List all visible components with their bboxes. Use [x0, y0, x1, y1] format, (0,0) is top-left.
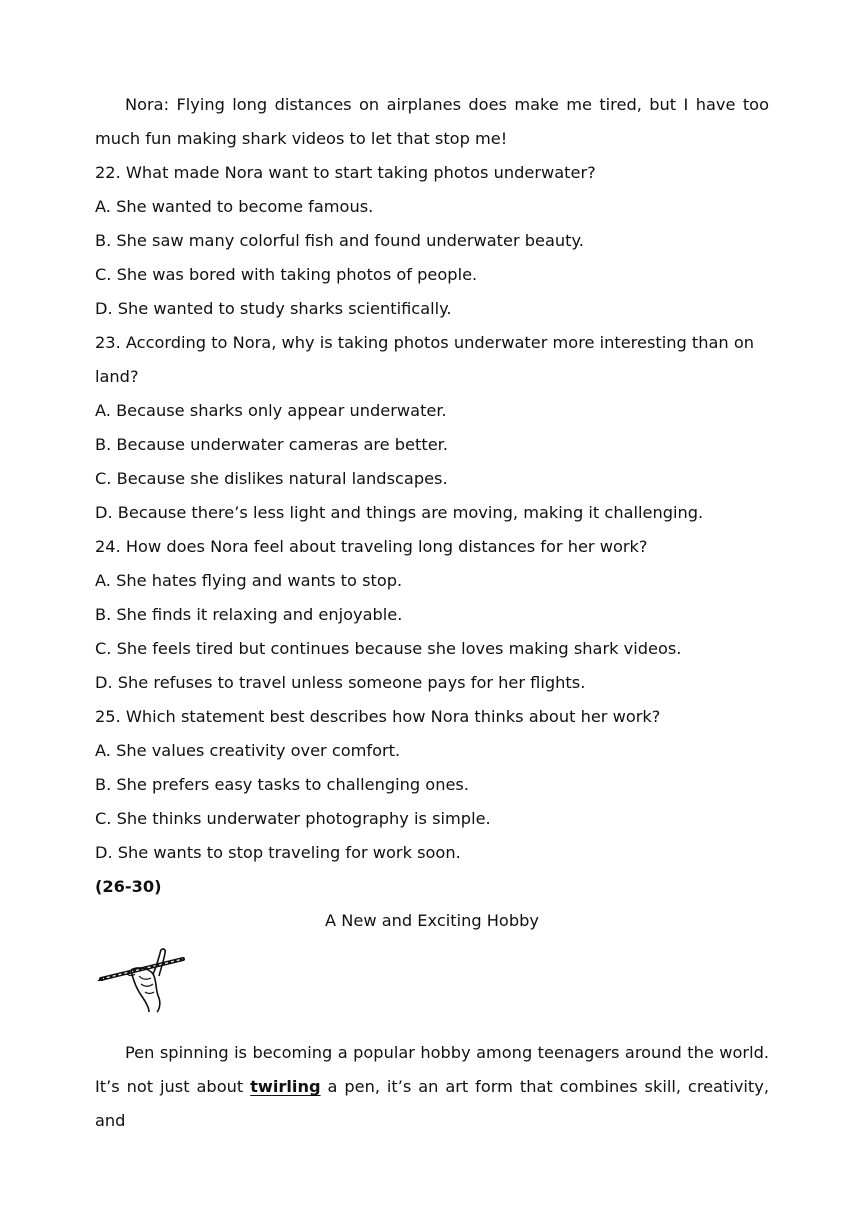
option-b: B. She prefers easy tasks to challenging ones.: [95, 775, 469, 794]
question-25: [95, 700, 769, 870]
option-c: C. She was bored with taking photos of people.: [95, 265, 478, 284]
question-stem: 23. According to Nora, why is taking photos underwater more interesting than on land?: [95, 333, 754, 386]
passage-title: A New and Exciting Hobby: [325, 911, 539, 930]
option-d: D. She refuses to travel unless someone pays for her flights.: [95, 673, 586, 692]
option-a: A. Because sharks only appear underwater.: [95, 401, 447, 420]
hand-pen-icon: [97, 946, 187, 1014]
question-stem: 22. What made Nora want to start taking photos underwater?: [95, 163, 596, 182]
option-c: C. She feels tired but continues because she loves making shark videos.: [95, 639, 682, 658]
option-c: C. Because she dislikes natural landscapes.: [95, 469, 448, 488]
option-d: D. She wanted to study sharks scientifically.: [95, 299, 452, 318]
option-b: B. She finds it relaxing and enjoyable.: [95, 605, 403, 624]
option-d: D. She wants to stop traveling for work soon.: [95, 843, 461, 862]
section-label: (26-30): [95, 877, 162, 896]
question-stem: 24. How does Nora feel about traveling long distances for her work?: [95, 537, 648, 556]
option-c: C. She thinks underwater photography is simple.: [95, 809, 491, 828]
question-23: [95, 326, 769, 530]
hand-spinning-pen-illustration: [95, 946, 769, 1036]
intro-paragraph: Nora: Flying long distances on airplanes does make me tired, but I have too much fun making shark videos to let that stop me!: [95, 95, 769, 148]
option-a: A. She hates flying and wants to stop.: [95, 571, 403, 590]
passage-text-before: Pen spinning is becoming a popular hobby among teenagers around the world. It’s not just about: [95, 1043, 769, 1096]
passage-text-after: a pen, it’s an art form that combines skill, creativity, and: [95, 1077, 769, 1130]
option-b: B. She saw many colorful fish and found underwater beauty.: [95, 231, 584, 250]
option-a: A. She values creativity over comfort.: [95, 741, 401, 760]
option-b: B. Because underwater cameras are better.: [95, 435, 448, 454]
option-a: A. She wanted to become famous.: [95, 197, 374, 216]
option-d: D. Because there’s less light and things are moving, making it challenging.: [95, 503, 704, 522]
passage-paragraph: [95, 1036, 769, 1138]
question-stem: 25. Which statement best describes how Nora thinks about her work?: [95, 707, 661, 726]
document-page: [95, 88, 769, 1138]
question-24: [95, 530, 769, 700]
question-22: [95, 156, 769, 326]
passage-keyword: twirling: [250, 1077, 321, 1096]
